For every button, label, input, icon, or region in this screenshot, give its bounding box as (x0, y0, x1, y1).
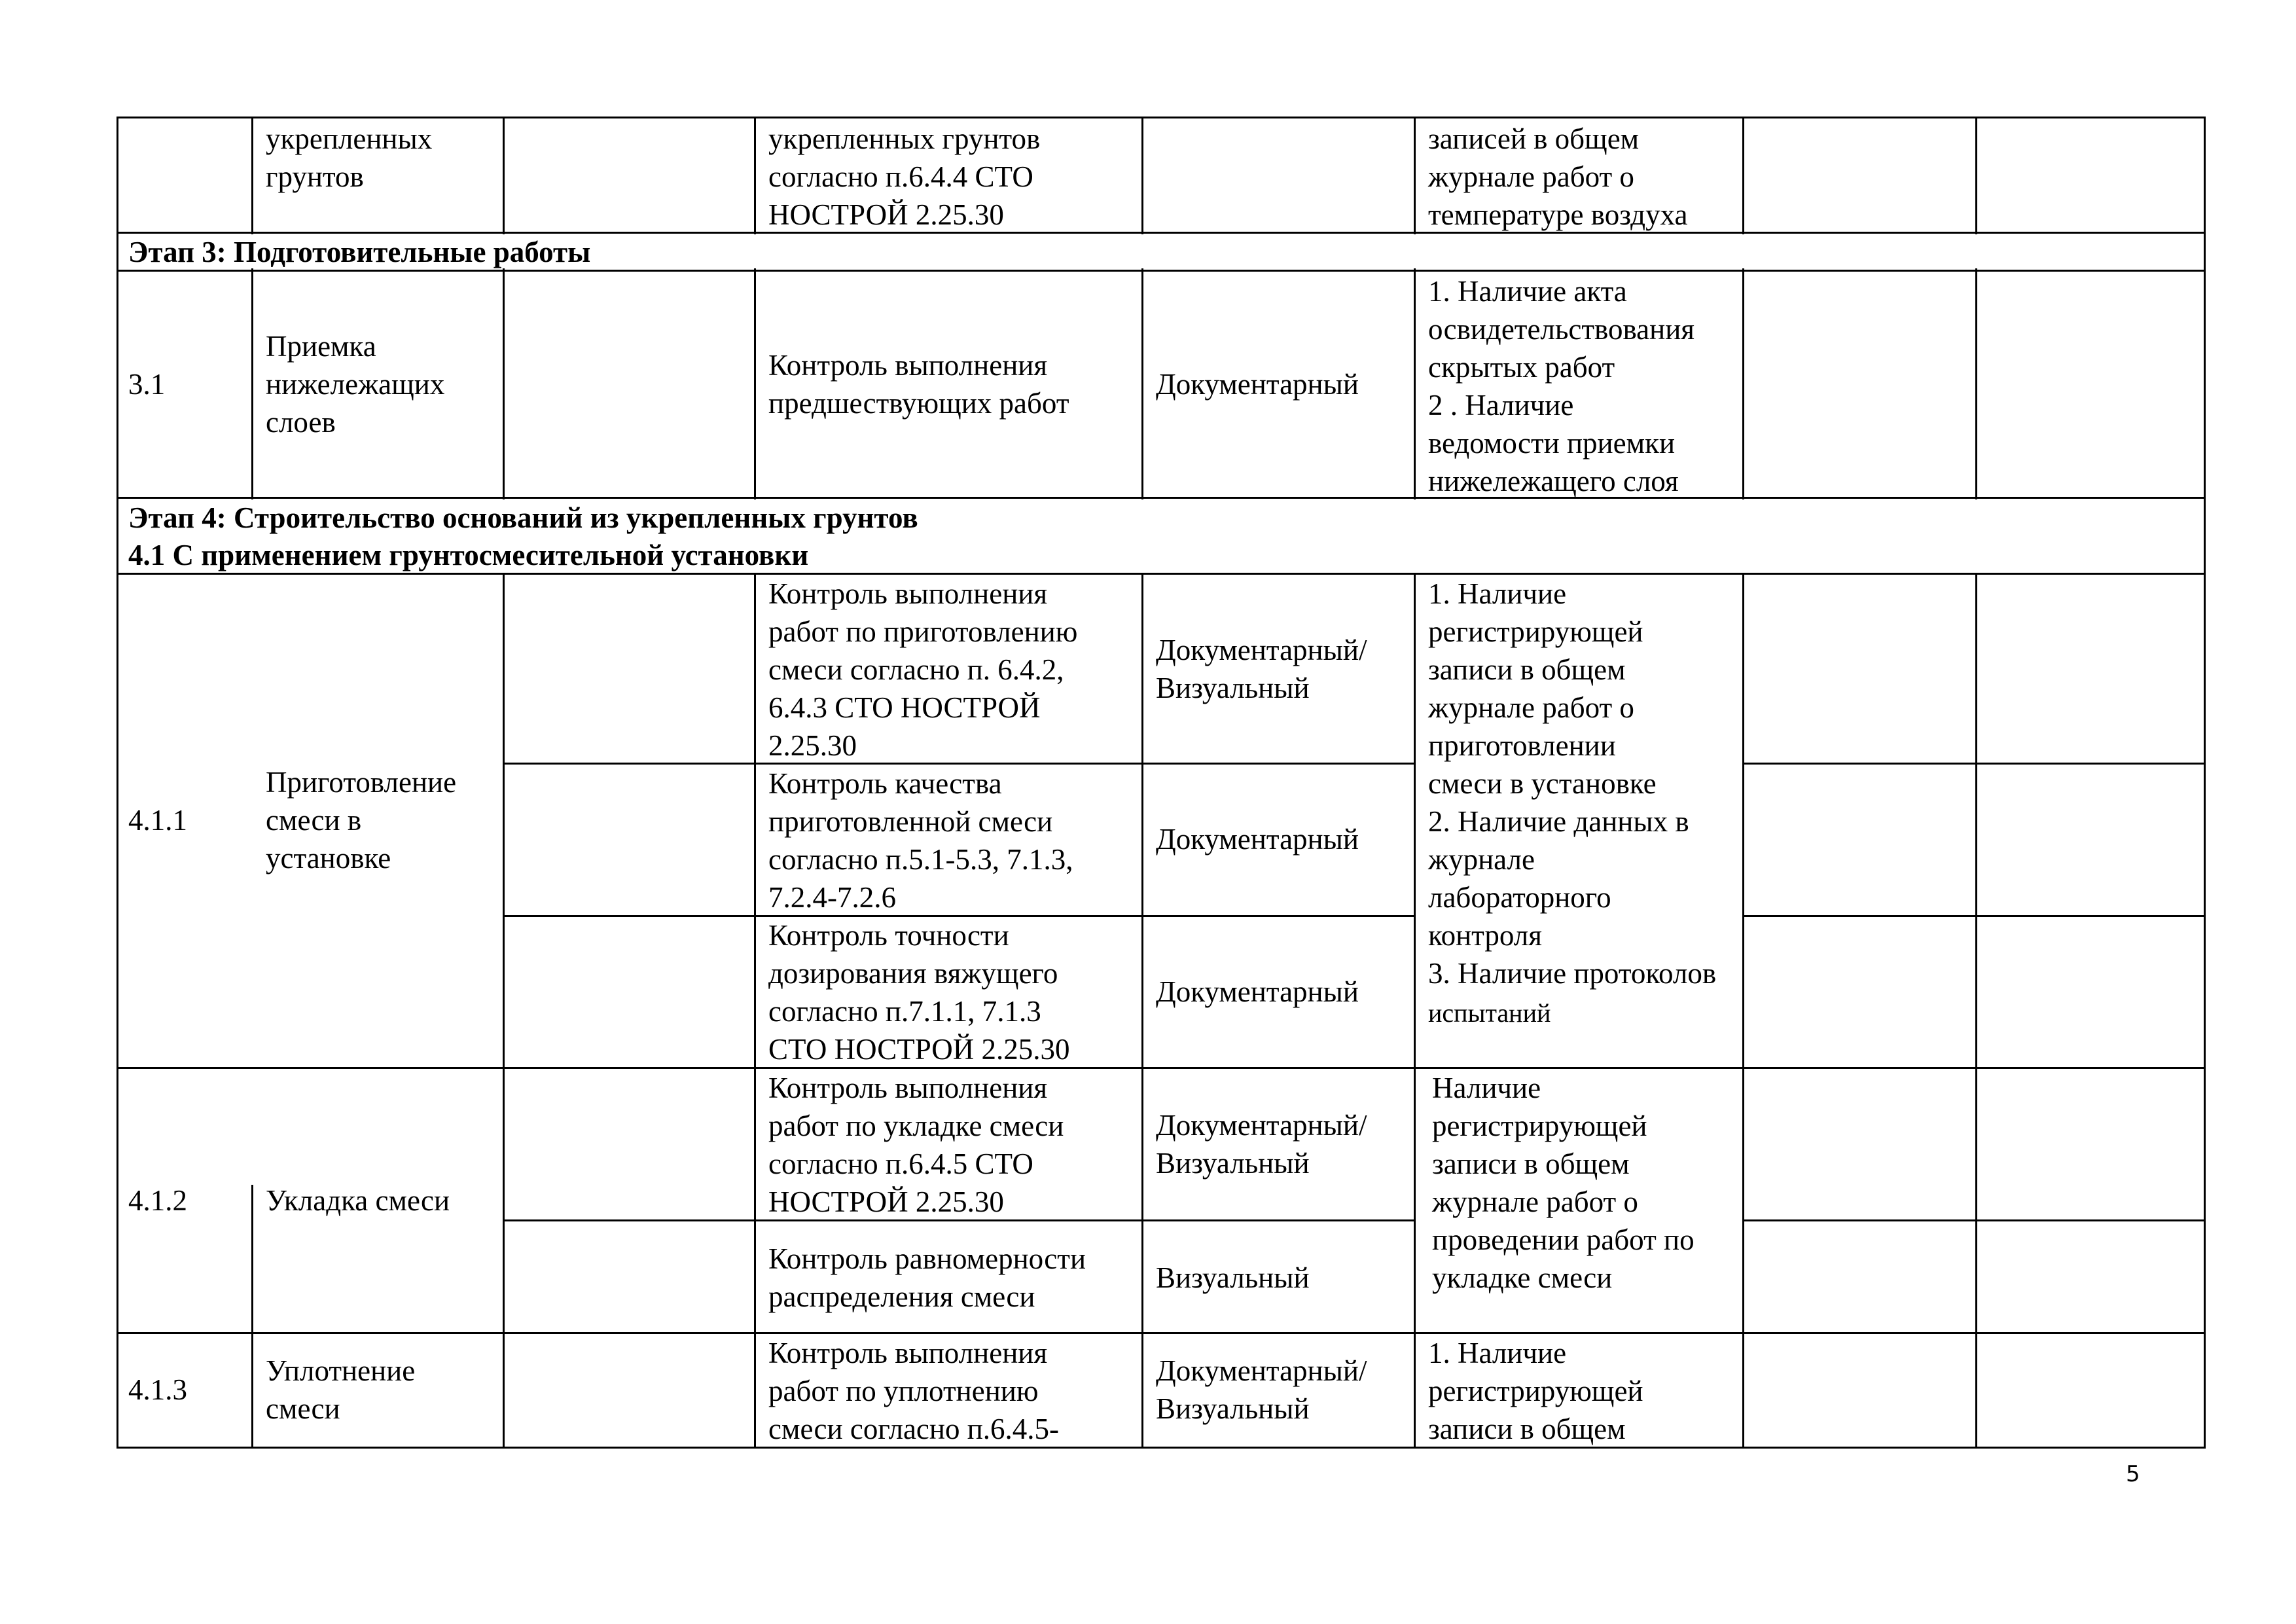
column-divider (1141, 117, 1143, 1449)
cell-name: укрепленных грунтов (266, 122, 433, 193)
cell-name: Уплотнение смеси (266, 1354, 416, 1425)
cell-method: Визуальный (1156, 1261, 1310, 1294)
cell-number: 4.1.1 (128, 804, 187, 837)
cell-method: Документарный (1156, 368, 1359, 401)
stage-subtitle: 4.1 С применением грунтосмесительной установки (128, 539, 809, 571)
cell-record: Наличие регистрирующей записи в общем журнале работ о проведении работ по укладке смеси (1432, 1072, 1695, 1294)
row-divider (117, 1332, 2206, 1334)
control-table (117, 117, 2206, 1449)
cell-method: Документарный (1156, 823, 1359, 856)
cell-method: Документарный/ Визуальный (1156, 1109, 1367, 1180)
column-divider (754, 117, 756, 1449)
cell-method: Документарный/ Визуальный (1156, 634, 1367, 704)
stage-title: Этап 3: Подготовительные работы (128, 236, 591, 268)
table-border (117, 1447, 2206, 1449)
table-border (117, 117, 2206, 118)
row-divider (1742, 763, 2206, 765)
cell-number: 3.1 (128, 368, 166, 401)
cell-content: Контроль выполнения работ по приготовлению смеси согласно п. 6.4.2, 6.4.3 СТО НОСТРОЙ 2.25.30 (768, 577, 1078, 762)
cell-content: Контроль выполнения работ по укладке смеси согласно п.6.4.5 СТО НОСТРОЙ 2.25.30 (768, 1072, 1064, 1218)
cell-content: Контроль выполнения предшествующих работ (768, 349, 1069, 420)
cell-record: 1. Наличие акта освидетельствования скрытых работ 2 . Наличие ведомости приемки нижележащего слоя (1428, 275, 1695, 497)
page-number: 5 (2126, 1461, 2140, 1487)
cell-method: Документарный/ Визуальный (1156, 1354, 1367, 1425)
row-divider (1742, 915, 2206, 917)
cell-content: Контроль выполнения работ по уплотнению смеси согласно п.6.4.5- (768, 1337, 1060, 1445)
cell-name: Укладка смеси (266, 1184, 450, 1217)
row-divider (117, 1067, 2206, 1069)
row-divider (1742, 1219, 2206, 1221)
table-border (2204, 117, 2206, 1449)
cell-number: 4.1.3 (128, 1373, 187, 1406)
cell-record-tail: испытаний (1428, 998, 1551, 1028)
cell-content: Контроль точности дозирования вяжущего согласно п.7.1.1, 7.1.3 СТО НОСТРОЙ 2.25.30 (768, 919, 1070, 1066)
cell-record: 1. Наличие регистрирующей записи в общем журнале работ о приготовлении смеси в установке 2. Наличие данных в журнале лабораторного контроля 3. Наличие протоколов (1428, 577, 1717, 990)
column-divider (1975, 117, 1977, 1449)
merged-cell-bg (118, 575, 501, 1185)
cell-content: укрепленных грунтов согласно п.6.4.4 СТО НОСТРОЙ 2.25.30 (768, 122, 1041, 231)
cell-content: Контроль равномерности распределения смеси (768, 1242, 1086, 1313)
cell-number: 4.1.2 (128, 1184, 187, 1217)
column-divider (503, 117, 505, 1449)
cell-record: 1. Наличие регистрирующей записи в общем (1428, 1337, 1643, 1445)
column-divider (1742, 117, 1744, 1449)
cell-name: Приемка нижележащих слоев (266, 330, 445, 439)
cell-record: записей в общем журнале работ о температуре воздуха (1428, 122, 1688, 231)
stage-title: Этап 4: Строительство оснований из укрепленных грунтов (128, 501, 918, 534)
cell-name: Приготовление смеси в установке (266, 766, 457, 875)
cell-content: Контроль качества приготовленной смеси согласно п.5.1-5.3, 7.1.3, 7.2.4-7.2.6 (768, 767, 1073, 914)
cell-method: Документарный (1156, 975, 1359, 1008)
